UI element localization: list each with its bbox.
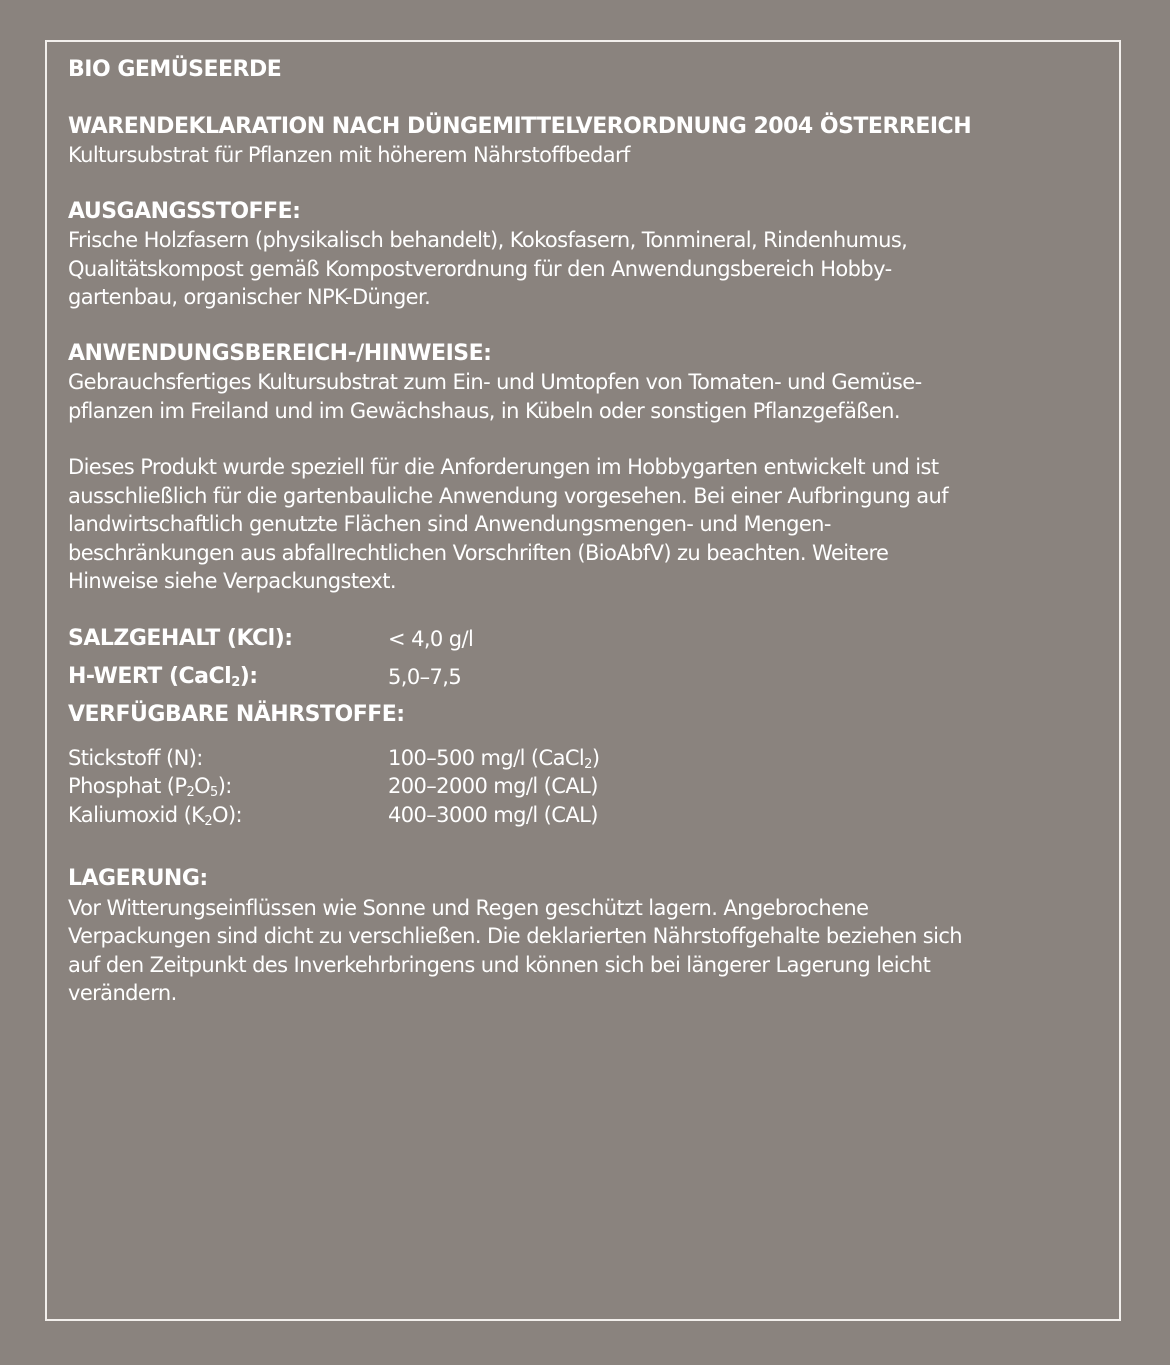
lagerung-block	[68, 865, 1108, 1008]
ausgangsstoffe-block	[68, 198, 1108, 312]
ausgangsstoffe-line: gartenbau, organischer NPK-Dünger.	[68, 285, 431, 309]
stickstoff-value-text: 100–500 mg/l (CaCl	[388, 745, 585, 770]
specs-block	[68, 620, 1108, 734]
hinweis-line: Hinweise siehe Verpackungstext.	[68, 569, 396, 593]
naehrstoffe-heading: VERFÜGBARE NÄHRSTOFFE:	[68, 701, 405, 727]
label-content	[68, 56, 1108, 1036]
phosphat-label-sub1: 2	[186, 785, 195, 800]
kaliumoxid-label-sub: 2	[204, 813, 213, 829]
lagerung-line: verändern.	[68, 981, 177, 1005]
hinweis-line: landwirtschaftlich genutzte Flächen sind Anwendungsmengen- und Mengen-	[68, 512, 831, 536]
salzgehalt-row	[68, 620, 1108, 658]
stickstoff-row	[68, 744, 1108, 773]
anwendung-heading: ANWENDUNGSBEREICH-/HINWEISE:	[68, 340, 492, 366]
lagerung-line: Vor Witterungseinflüssen wie Sonne und Regen geschützt lagern. Angebrochene	[68, 895, 869, 920]
stickstoff-value	[388, 744, 599, 773]
ausgangsstoffe-line: Qualitätskompost gemäß Kompostverordnung für den Anwendungsbereich Hobby-	[68, 256, 892, 281]
stickstoff-label: Stickstoff (N):	[68, 745, 203, 770]
anwendung-line: pflanzen im Freiland und im Gewächshaus, in Kübeln oder sonstigen Pflanzgefäßen.	[68, 398, 900, 423]
hinweis-block	[68, 453, 1108, 596]
ph-label-sub: 2	[231, 674, 240, 690]
ph-row	[68, 658, 1108, 696]
lagerung-heading: LAGERUNG:	[68, 866, 208, 891]
phosphat-label	[68, 772, 232, 801]
ph-label-text: H-WERT (CaCl	[68, 663, 232, 689]
salzgehalt-label: SALZGEHALT (KCl):	[68, 625, 293, 651]
title-block	[68, 56, 1108, 85]
stickstoff-value-sub: 2	[584, 756, 592, 772]
declaration-block	[68, 113, 1108, 170]
lagerung-line: Verpackungen sind dicht zu verschließen. Die deklarierten Nährstoffgehalte beziehen sich	[68, 924, 962, 948]
phosphat-value: 200–2000 mg/l (CAL)	[388, 774, 598, 798]
kaliumoxid-label-end: O):	[212, 802, 243, 827]
ph-label-end: ):	[239, 663, 258, 689]
stickstoff-value-end: )	[591, 745, 600, 770]
phosphat-label-text: Phosphat (P	[68, 774, 187, 798]
kaliumoxid-row	[68, 801, 1108, 830]
product-title: BIO GEMÜSEERDE	[68, 57, 282, 82]
phosphat-row	[68, 772, 1108, 801]
anwendung-block	[68, 340, 1108, 426]
ph-value: 5,0–7,5	[388, 664, 462, 689]
declaration-text: Kultursubstrat für Pflanzen mit höherem Nährstoffbedarf	[68, 143, 630, 167]
kaliumoxid-value: 400–3000 mg/l (CAL)	[388, 802, 598, 827]
kaliumoxid-label-text: Kaliumoxid (K	[68, 802, 205, 827]
ausgangsstoffe-heading: AUSGANGSSTOFFE:	[68, 198, 301, 224]
lagerung-line: auf den Zeitpunkt des Inverkehrbringens und können sich bei längerer Lagerung leicht	[68, 952, 931, 977]
salzgehalt-value: < 4,0 g/l	[388, 626, 474, 651]
hinweis-line: beschränkungen aus abfallrechtlichen Vorschriften (BioAbfV) zu beachten. Weitere	[68, 540, 889, 565]
anwendung-line: Gebrauchsfertiges Kultursubstrat zum Ein- und Umtopfen von Tomaten- und Gemüse-	[68, 370, 922, 394]
ph-label	[68, 658, 258, 696]
kaliumoxid-label	[68, 801, 242, 830]
phosphat-label-mid: O	[194, 774, 211, 798]
naehrstoffe-heading-row	[68, 696, 1108, 734]
naehrstoffe-block	[68, 744, 1108, 830]
ausgangsstoffe-line: Frische Holzfasern (physikalisch behandelt), Kokosfasern, Tonmineral, Rindenhumus,	[68, 228, 908, 252]
declaration-heading: WARENDEKLARATION NACH DÜNGEMITTELVERORDNUNG 2004 ÖSTERREICH	[68, 113, 972, 139]
hinweis-line: ausschließlich für die gartenbauliche Anwendung vorgesehen. Bei einer Aufbringung auf	[68, 483, 949, 508]
phosphat-label-sub2: 5	[210, 785, 218, 800]
phosphat-label-end: ):	[217, 774, 232, 798]
hinweis-line: Dieses Produkt wurde speziell für die Anforderungen im Hobbygarten entwickelt und ist	[68, 455, 939, 479]
